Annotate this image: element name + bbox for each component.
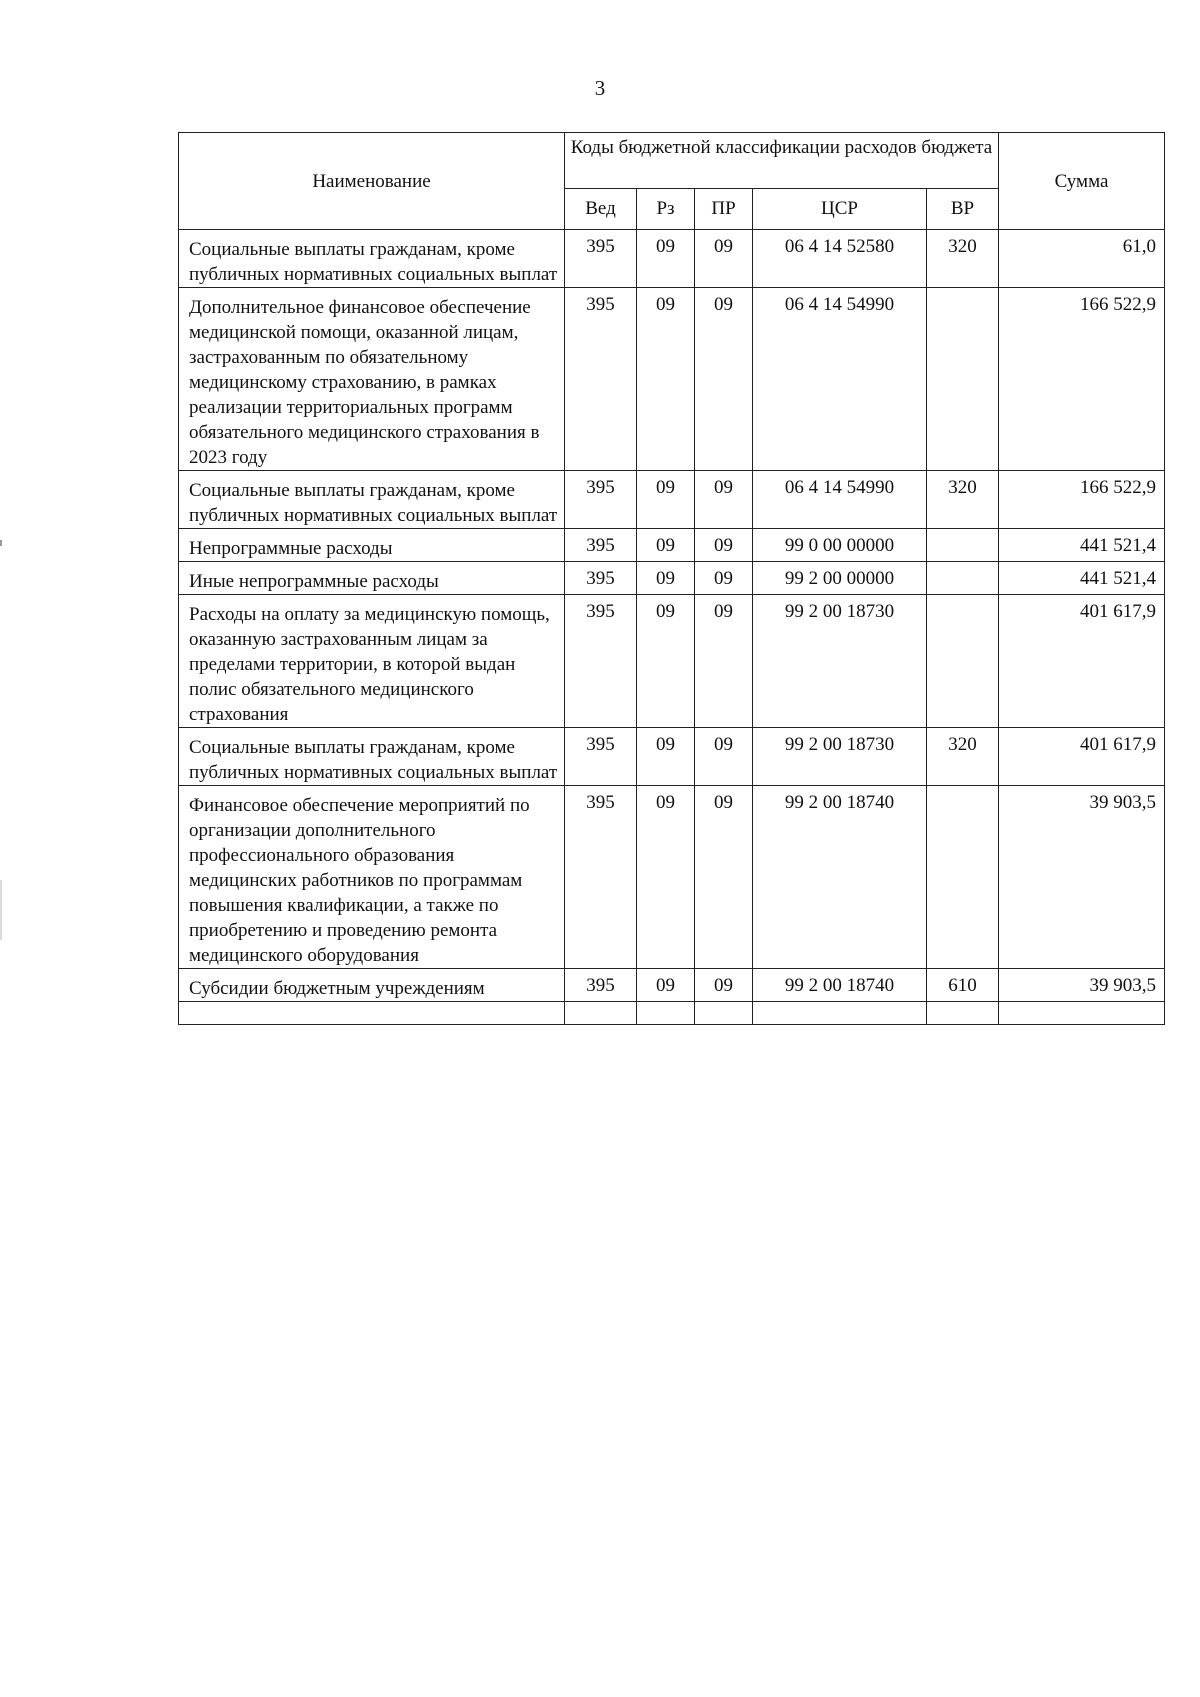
row-pr: 09 — [695, 471, 753, 529]
table-row — [179, 562, 1165, 595]
row-pr: 09 — [695, 562, 753, 595]
row-ved: 395 — [565, 728, 637, 786]
table-row — [179, 288, 1165, 471]
row-rz: 09 — [637, 786, 695, 969]
row-name: Социальные выплаты гражданам, кроме публичных нормативных социальных выплат — [179, 230, 565, 288]
row-rz: 09 — [637, 471, 695, 529]
row-name: Субсидии бюджетным учреждениям — [179, 969, 565, 1002]
row-pr: 09 — [695, 969, 753, 1002]
empty-cell — [999, 1002, 1165, 1025]
row-rz: 09 — [637, 728, 695, 786]
header-rz: Рз — [637, 188, 695, 229]
row-ved: 395 — [565, 288, 637, 471]
page-number: 3 — [594, 76, 606, 100]
row-ved: 395 — [565, 595, 637, 728]
empty-cell — [637, 1002, 695, 1025]
scan-edge-mark — [0, 540, 2, 546]
table-row — [179, 728, 1165, 786]
row-csr: 06 4 14 54990 — [753, 288, 927, 471]
row-rz: 09 — [637, 595, 695, 728]
row-csr: 99 0 00 00000 — [753, 529, 927, 562]
budget-expenditure-table — [178, 132, 1165, 1025]
row-ved: 395 — [565, 529, 637, 562]
row-rz: 09 — [637, 969, 695, 1002]
row-csr: 99 2 00 18740 — [753, 969, 927, 1002]
row-ved: 395 — [565, 969, 637, 1002]
row-sum: 166 522,9 — [999, 471, 1165, 529]
header-name: Наименование — [179, 133, 565, 230]
row-ved: 395 — [565, 562, 637, 595]
row-rz: 09 — [637, 529, 695, 562]
row-rz: 09 — [637, 230, 695, 288]
row-csr: 06 4 14 54990 — [753, 471, 927, 529]
row-pr: 09 — [695, 728, 753, 786]
empty-cell — [695, 1002, 753, 1025]
empty-cell — [565, 1002, 637, 1025]
row-sum: 401 617,9 — [999, 595, 1165, 728]
row-pr: 09 — [695, 288, 753, 471]
row-sum: 39 903,5 — [999, 969, 1165, 1002]
row-sum: 166 522,9 — [999, 288, 1165, 471]
row-name: Иные непрограммные расходы — [179, 562, 565, 595]
table-row — [179, 471, 1165, 529]
row-rz: 09 — [637, 288, 695, 471]
empty-cell — [753, 1002, 927, 1025]
row-vr: 320 — [927, 230, 999, 288]
row-name: Социальные выплаты гражданам, кроме публичных нормативных социальных выплат — [179, 728, 565, 786]
row-vr — [927, 529, 999, 562]
empty-cell — [927, 1002, 999, 1025]
row-pr: 09 — [695, 595, 753, 728]
row-vr — [927, 288, 999, 471]
row-csr: 99 2 00 18730 — [753, 728, 927, 786]
row-sum: 61,0 — [999, 230, 1165, 288]
row-vr: 320 — [927, 728, 999, 786]
row-csr: 99 2 00 00000 — [753, 562, 927, 595]
row-vr: 610 — [927, 969, 999, 1002]
table-row — [179, 595, 1165, 728]
table-row-empty — [179, 1002, 1165, 1025]
row-sum: 401 617,9 — [999, 728, 1165, 786]
row-vr — [927, 562, 999, 595]
row-ved: 395 — [565, 471, 637, 529]
row-name: Расходы на оплату за медицинскую помощь, оказанную застрахованным лицам за пределами территории, в которой выдан полис обязательного медицинского страхования — [179, 595, 565, 728]
header-ved: Вед — [565, 188, 637, 229]
row-ved: 395 — [565, 230, 637, 288]
row-name: Непрограммные расходы — [179, 529, 565, 562]
row-vr: 320 — [927, 471, 999, 529]
table-row — [179, 786, 1165, 969]
row-rz: 09 — [637, 562, 695, 595]
header-sum: Сумма — [999, 133, 1165, 230]
table-row — [179, 529, 1165, 562]
header-budget-codes: Коды бюджетной классификации расходов бюджета — [565, 133, 999, 189]
header-vr: ВР — [927, 188, 999, 229]
row-pr: 09 — [695, 230, 753, 288]
empty-cell — [179, 1002, 565, 1025]
row-sum: 441 521,4 — [999, 529, 1165, 562]
row-pr: 09 — [695, 786, 753, 969]
row-csr: 06 4 14 52580 — [753, 230, 927, 288]
row-csr: 99 2 00 18740 — [753, 786, 927, 969]
row-vr — [927, 595, 999, 728]
header-csr: ЦСР — [753, 188, 927, 229]
row-sum: 441 521,4 — [999, 562, 1165, 595]
table-row — [179, 969, 1165, 1002]
row-csr: 99 2 00 18730 — [753, 595, 927, 728]
row-ved: 395 — [565, 786, 637, 969]
table-row — [179, 230, 1165, 288]
header-pr: ПР — [695, 188, 753, 229]
row-vr — [927, 786, 999, 969]
row-pr: 09 — [695, 529, 753, 562]
row-name: Финансовое обеспечение мероприятий по организации дополнительного профессионального образования медицинских работников по программам повышения квалификации, а также по приобретению и проведению ремонта медицинского оборудования — [179, 786, 565, 969]
scan-edge-mark — [0, 880, 2, 940]
row-name: Социальные выплаты гражданам, кроме публичных нормативных социальных выплат — [179, 471, 565, 529]
row-sum: 39 903,5 — [999, 786, 1165, 969]
row-name: Дополнительное финансовое обеспечение медицинской помощи, оказанной лицам, застрахованным по обязательному медицинскому страхованию, в рамках реализации территориальных программ обязательного медицинского страхования в 2023 году — [179, 288, 565, 471]
